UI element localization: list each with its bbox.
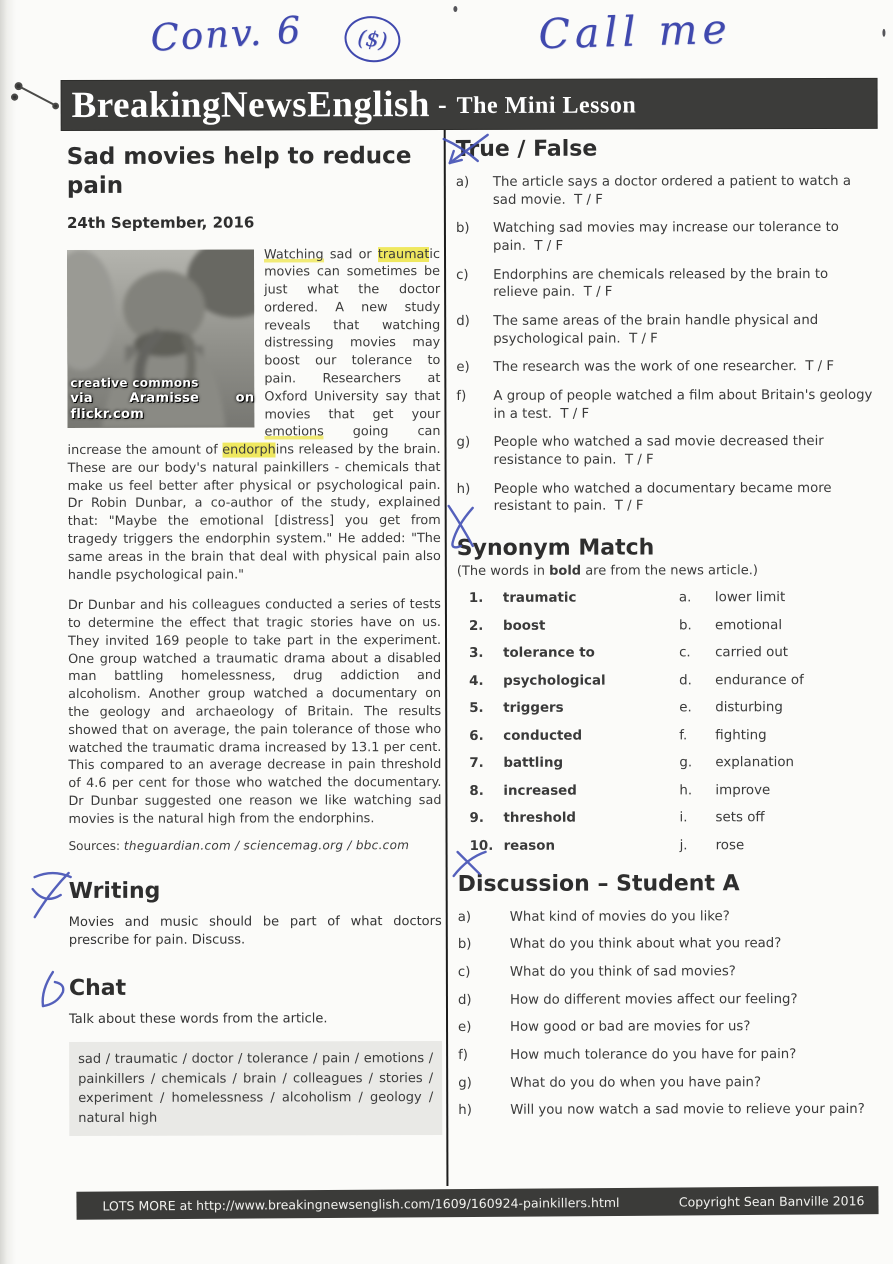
discussion-item <box>458 963 878 982</box>
true-false-item <box>456 312 876 348</box>
synonym-match-heading: Synonym Match <box>456 535 655 562</box>
pair-term: traumatic <box>502 590 577 606</box>
photo-credit-line1: creative commons <box>70 375 199 390</box>
true-false-item <box>456 219 876 255</box>
scan-speck <box>453 6 457 12</box>
item-text: How much tolerance do you have for pain? <box>510 1047 797 1063</box>
item-text: How do different movies affect our feeling? <box>509 991 798 1008</box>
discussion-item <box>458 935 878 954</box>
pair-letter: g. <box>679 755 693 771</box>
item-text: People who watched a sad movie decreased their resistance to pain. T / F <box>493 434 824 468</box>
tf-options: T / F <box>614 498 644 514</box>
pair-term: boost <box>502 618 546 634</box>
pair-letter: d. <box>679 672 692 688</box>
true-false-heading: True / False <box>455 136 598 162</box>
item-label: g) <box>458 1075 472 1091</box>
pen-mark-discussion <box>450 845 490 879</box>
discussion-item <box>458 990 878 1009</box>
pair-letter: h. <box>679 782 693 798</box>
footer-copyright: Copyright Sean Banville 2016 <box>678 1192 865 1210</box>
pair-number: 4. <box>469 673 484 689</box>
pair-definition: carried out <box>715 645 789 661</box>
item-label: f) <box>458 1047 469 1063</box>
pair-letter: i. <box>679 810 688 826</box>
synonym-match-grid <box>469 590 878 854</box>
pair-letter: f. <box>679 727 688 743</box>
pair-term: battling <box>503 755 564 771</box>
synonym-match-section <box>457 535 878 854</box>
chat-instruction: Talk about these words from the article. <box>68 1011 328 1027</box>
item-label: d) <box>456 313 470 330</box>
item-label: g) <box>456 435 471 451</box>
item-label: f) <box>456 388 467 405</box>
item-label: b) <box>455 221 470 237</box>
true-false-list <box>456 173 877 516</box>
pen-mark-writing <box>29 866 75 922</box>
pen-mark-synonym <box>445 502 479 552</box>
item-text: Endorphins are chemicals released by the brain to relieve pain. T / F <box>493 266 829 301</box>
item-text: The same areas of the brain handle physical and psychological pain. T / F <box>493 313 819 347</box>
synonym-pair-row <box>469 672 877 688</box>
article-date: 24th September, 2016 <box>66 213 255 232</box>
pair-number: 8. <box>469 783 484 799</box>
brand-title: BreakingNewsEnglish <box>71 84 431 126</box>
item-label: a) <box>455 174 470 190</box>
discussion-section <box>458 870 879 1119</box>
discussion-item <box>458 1046 878 1065</box>
item-text: Will you now watch a sad movie to relieve your pain? <box>510 1102 865 1119</box>
tf-options: T / F <box>629 331 658 347</box>
true-false-section <box>456 136 877 516</box>
pen-mark-true-false <box>440 131 492 175</box>
writing-section <box>69 878 442 950</box>
sources-label: Sources: <box>68 838 121 853</box>
item-text: How good or bad are movies for us? <box>510 1019 751 1036</box>
writing-heading: Writing <box>68 878 161 904</box>
pair-number: 10. <box>469 838 494 854</box>
item-text: What do you think about what you read? <box>509 936 782 953</box>
pair-number: 7. <box>469 755 484 772</box>
pair-definition: sets off <box>715 810 765 826</box>
synonym-pair-row <box>469 617 877 633</box>
pair-term: triggers <box>503 700 564 716</box>
left-column <box>67 142 443 1136</box>
pair-definition: explanation <box>715 755 795 771</box>
item-label: a) <box>457 909 472 925</box>
footer-bar <box>76 1186 878 1220</box>
synonym-pair-row <box>469 755 877 771</box>
item-text: What do you do when you have pain? <box>510 1074 762 1091</box>
scan-speck <box>882 29 885 37</box>
pair-letter: b. <box>678 617 692 633</box>
true-false-item <box>456 266 876 302</box>
synonym-pair-row <box>469 700 877 716</box>
synonym-pair-row <box>469 590 877 606</box>
discussion-list <box>458 907 879 1119</box>
item-label: c) <box>456 267 469 283</box>
pair-letter: e. <box>679 700 692 716</box>
item-text: A group of people watched a film about Britain's geology in a test. T / F <box>493 387 873 422</box>
masthead <box>62 79 877 130</box>
item-label: h) <box>456 481 471 497</box>
item-text: What kind of movies do you like? <box>509 908 730 925</box>
pen-mark-chat <box>35 968 71 1014</box>
item-label: b) <box>457 937 472 953</box>
tf-options: T / F <box>624 452 654 468</box>
article-paragraph-1 <box>67 246 441 585</box>
item-text: People who watched a documentary became more resistant to pain. T / F <box>493 480 832 515</box>
item-text: The article says a doctor ordered a patient to watch a sad movie. T / F <box>492 173 851 208</box>
discussion-item <box>458 907 878 926</box>
synonym-match-subtitle: (The words in bold are from the news article.) <box>456 563 759 580</box>
article-paragraph-1-text: Watching sad or traumatic movies can sometimes be just what the doctor ordered. A new study reveals that watching distressing movies may boost our tolerance to pain. Researchers at Oxford University say that movies that get your emotions going can increase the amount of endorphins released by the brain. These are our body's natural painkillers - chemicals that make us feel better after physical or psychological pain. Dr Robin Dunbar, a co-author of the study, explained that: "Maybe the emotional [distress] you get from tragedy triggers the endorphin system." He added: "The same areas in the brain that deal with physical pain also handle psychological pain." <box>67 246 441 583</box>
pair-term: increased <box>503 783 577 799</box>
pair-definition: rose <box>715 837 745 853</box>
pair-term: psychological <box>503 673 606 689</box>
handwritten-note-right: Call me <box>537 4 733 59</box>
pair-letter: j. <box>679 837 688 853</box>
pair-definition: endurance of <box>715 672 804 688</box>
item-text: Watching sad movies may increase our tolerance to pain. T / F <box>492 220 839 254</box>
synonym-pair-row <box>470 837 878 853</box>
true-false-item <box>456 433 876 469</box>
discussion-item <box>458 1101 878 1120</box>
tf-options: T / F <box>574 192 603 208</box>
masthead-subtitle: The Mini Lesson <box>456 92 637 119</box>
pair-term: reason <box>503 838 556 854</box>
pair-definition: fighting <box>715 727 767 743</box>
true-false-item <box>457 480 877 516</box>
item-text: The research was the work of one researcher. T / F <box>493 359 835 376</box>
chat-words-box: sad / traumatic / doctor / tolerance / pain / emotions / painkillers / chemicals / brain / colleagues / stories / experiment / homelessness / alcoholism / geology / natural high <box>69 1041 442 1136</box>
brand-separator: - <box>437 89 447 119</box>
pair-term: threshold <box>503 810 577 826</box>
item-label: c) <box>457 964 471 980</box>
sources-list: theguardian.com / sciencemag.org / bbc.com <box>123 837 410 853</box>
article-title: Sad movies help to reduce pain <box>66 143 412 199</box>
pair-term: tolerance to <box>503 645 595 661</box>
pair-letter: a. <box>678 590 692 606</box>
item-label: e) <box>458 1020 472 1036</box>
pair-definition: lower limit <box>714 590 786 606</box>
sources-line <box>69 838 442 853</box>
synonym-pair-row <box>469 782 877 798</box>
item-label: h) <box>458 1103 472 1119</box>
pair-definition: improve <box>715 782 771 798</box>
staple-mark <box>7 67 67 117</box>
pair-number: 9. <box>469 810 484 827</box>
item-text: What do you think of sad movies? <box>509 964 736 980</box>
writing-task: Movies and music should be part of what doctors prescribe for pain. Discuss. <box>68 913 442 948</box>
tf-options: T / F <box>534 238 564 254</box>
article-paragraph-2: Dr Dunbar and his colleagues conducted a series of tests to determine the effect that tragic stories have on us. They invited 169 people to take part in the experiment. One group watched a traumatic drama about a disabled man battling homelessness, drug addiction and alcoholism. Another group watched a documentary on the geology and archaeology of Britain. The results showed that on average, the pain tolerance of those who watched the traumatic drama increased by 13.1 per cent. This compared to an average decrease in pain threshold of 4.6 per cent for those who watched the documentary. Dr Dunbar suggested one reason we like watching sad movies is the natural high from the endorphins. <box>67 597 442 827</box>
photo-credit <box>70 376 254 424</box>
photo-credit-line2: via Aramisse on flickr.com <box>70 390 255 423</box>
discussion-heading: Discussion – Student A <box>457 870 740 897</box>
true-false-item <box>456 358 876 377</box>
synonym-pair-row <box>469 645 877 661</box>
pair-number: 2. <box>468 618 484 634</box>
tf-options: T / F <box>583 284 613 300</box>
column-divider <box>444 130 449 1186</box>
true-false-item <box>456 173 876 209</box>
pair-number: 1. <box>468 590 484 607</box>
pair-term: conducted <box>503 728 583 744</box>
handwritten-note-left: Conv. 6 <box>149 8 304 60</box>
synonym-pair-row <box>469 727 877 743</box>
right-column <box>456 136 879 1130</box>
discussion-item <box>458 1073 878 1092</box>
chat-heading: Chat <box>68 975 127 1001</box>
footer-link-text: LOTS MORE at http://www.breakingnewsenglish.com/1609/160924-painkillers.html <box>102 1194 620 1214</box>
true-false-item <box>456 387 876 423</box>
discussion-item <box>458 1018 878 1037</box>
pair-number: 3. <box>469 645 484 662</box>
chat-section <box>69 975 442 1136</box>
tf-options: T / F <box>805 359 835 375</box>
item-label: e) <box>456 360 470 376</box>
synonym-pair-row <box>469 810 877 826</box>
article-photo <box>67 249 254 427</box>
pair-letter: c. <box>679 645 691 661</box>
pair-number: 6. <box>469 728 484 744</box>
pair-number: 5. <box>469 700 484 717</box>
pair-definition: disturbing <box>715 700 783 716</box>
pair-definition: emotional <box>714 617 783 633</box>
handwritten-circled-symbol: ($) <box>342 13 403 65</box>
tf-options: T / F <box>560 406 590 422</box>
item-label: d) <box>457 992 472 1008</box>
